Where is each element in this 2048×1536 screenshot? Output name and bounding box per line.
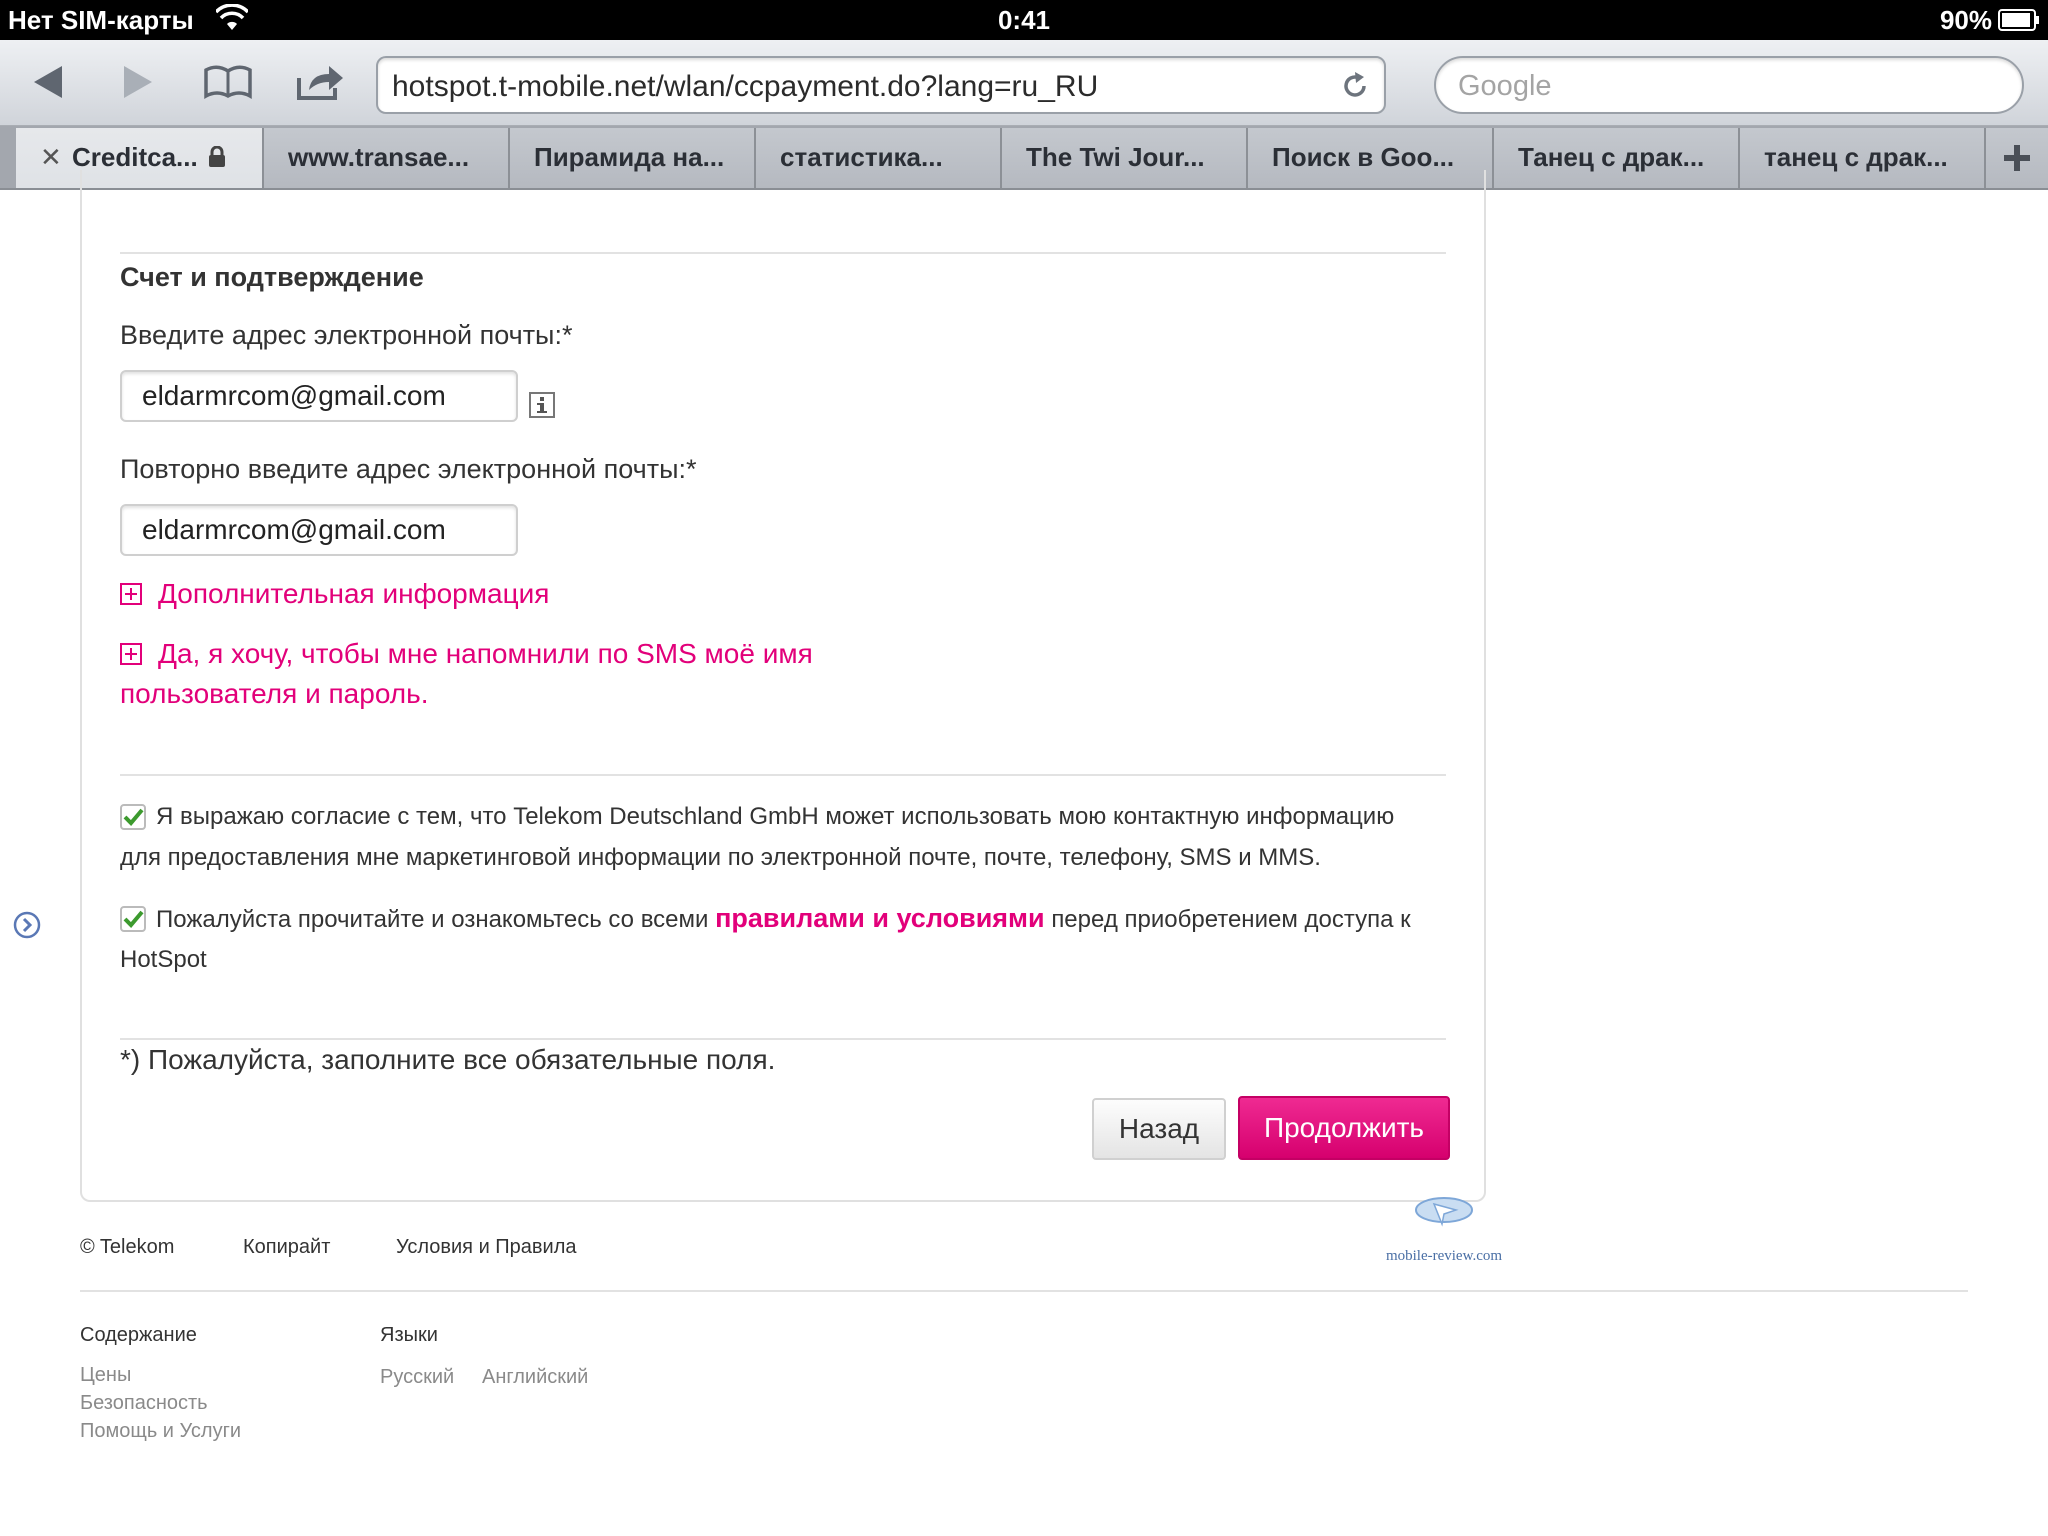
footer-contents-heading: Содержание bbox=[80, 1324, 197, 1346]
expand-plus-icon bbox=[120, 643, 142, 665]
footer-item-security[interactable]: Безопасность bbox=[80, 1392, 208, 1414]
terms-link[interactable]: правилами и условиями bbox=[715, 903, 1045, 933]
plus-icon bbox=[2002, 143, 2032, 173]
footer-item-help[interactable]: Помощь и Услуги bbox=[80, 1420, 242, 1442]
divider bbox=[120, 774, 1446, 776]
back-button-form[interactable]: Назад bbox=[1092, 1098, 1226, 1160]
tab-dragon-dance-1[interactable] bbox=[1494, 128, 1740, 188]
watermark-text: mobile-review.com bbox=[1385, 1248, 1503, 1264]
battery-icon bbox=[1998, 9, 2040, 31]
url-text: hotspot.t-mobile.net/wlan/ccpayment.do?lang=ru_RU bbox=[392, 70, 1099, 103]
continue-button[interactable]: Продолжить bbox=[1238, 1096, 1450, 1160]
watermark-icon bbox=[1384, 1190, 1504, 1250]
back-arrow-icon bbox=[28, 62, 68, 102]
share-button[interactable] bbox=[290, 56, 350, 108]
clock: 0:41 bbox=[997, 5, 1051, 35]
consent-text-line2: для предоставления мне маркетинговой информации по электронной почте, почте, телефону, SMS и MMS. bbox=[120, 844, 1321, 871]
language-russian[interactable]: Русский bbox=[380, 1366, 455, 1388]
sms-reminder-link-line1: Да, я хочу, чтобы мне напомнили по SMS моё имя bbox=[158, 638, 813, 669]
footer-copyright[interactable]: © Telekom bbox=[80, 1236, 175, 1258]
sms-reminder-toggle[interactable] bbox=[120, 634, 880, 674]
reload-icon[interactable] bbox=[1340, 71, 1370, 101]
info-icon[interactable] bbox=[529, 392, 555, 418]
bookmarks-button[interactable] bbox=[198, 56, 258, 108]
footer-item-prices[interactable]: Цены bbox=[80, 1364, 132, 1386]
additional-info-toggle[interactable] bbox=[120, 574, 549, 614]
email-field[interactable] bbox=[120, 370, 518, 422]
tab-label: статистика... bbox=[780, 142, 943, 172]
forward-button[interactable] bbox=[108, 56, 168, 108]
tab-label: The Twi Jour... bbox=[1026, 142, 1205, 172]
terms-checkbox[interactable] bbox=[120, 906, 146, 932]
terms-text-after: перед приобретением доступа к bbox=[1051, 906, 1411, 933]
terms-text-line1 bbox=[156, 898, 1411, 940]
email-repeat-field[interactable] bbox=[120, 504, 518, 556]
url-field[interactable] bbox=[376, 56, 1386, 114]
watermark-logo bbox=[1384, 1190, 1504, 1270]
share-icon bbox=[295, 62, 345, 102]
terms-text-line2: HotSpot bbox=[120, 946, 207, 973]
expand-plus-icon bbox=[120, 583, 142, 605]
footer-link-copyright[interactable]: Копирайт bbox=[243, 1236, 331, 1258]
footer-link-terms[interactable]: Условия и Правила bbox=[396, 1236, 577, 1258]
tab-label: Поиск в Goo... bbox=[1272, 142, 1455, 172]
terms-text-before: Пожалуйста прочитайте и ознакомьтесь со всеми bbox=[156, 906, 709, 933]
footer-divider bbox=[80, 1290, 1968, 1292]
divider bbox=[120, 252, 1446, 254]
search-field[interactable] bbox=[1434, 56, 2024, 114]
lock-icon bbox=[208, 146, 226, 168]
page-content bbox=[0, 190, 2048, 1536]
book-icon bbox=[203, 62, 253, 102]
footer-languages-heading: Языки bbox=[380, 1324, 438, 1346]
email-repeat-label: Повторно введите адрес электронной почты:* bbox=[120, 454, 697, 484]
new-tab-button[interactable] bbox=[1986, 128, 2048, 188]
tab-dragon-dance-2[interactable] bbox=[1740, 128, 1986, 188]
section-title: Счет и подтверждение bbox=[120, 262, 424, 292]
tab-label: Creditca... bbox=[72, 142, 198, 172]
tab-label: танец с драк... bbox=[1764, 142, 1948, 172]
consent-text-line1: Я выражаю согласие с тем, что Telekom Deutschland GmbH может использовать мою контактную информацию bbox=[156, 803, 1395, 830]
close-tab-icon[interactable]: ✕ bbox=[40, 142, 62, 172]
language-english[interactable]: Английский bbox=[482, 1366, 589, 1388]
forward-arrow-icon bbox=[118, 62, 158, 102]
email-label: Введите адрес электронной почты:* bbox=[120, 320, 573, 350]
sms-reminder-continuation[interactable] bbox=[120, 674, 428, 714]
browser-toolbar bbox=[0, 40, 2048, 126]
required-fields-note: *) Пожалуйста, заполните все обязательные поля. bbox=[120, 1044, 776, 1075]
status-bar bbox=[0, 0, 2048, 40]
additional-info-link: Дополнительная информация bbox=[158, 578, 550, 609]
tab-label: www.transae... bbox=[288, 142, 470, 172]
consent-checkbox[interactable] bbox=[120, 804, 146, 830]
tab-label: Танец с драк... bbox=[1518, 142, 1705, 172]
divider bbox=[120, 1038, 1446, 1040]
sms-reminder-link-line2: пользователя и пароль. bbox=[120, 678, 429, 709]
tab-label: Пирамида на... bbox=[534, 142, 725, 172]
back-button[interactable] bbox=[18, 56, 78, 108]
search-input[interactable] bbox=[1458, 68, 1998, 104]
expand-side-icon[interactable] bbox=[12, 910, 42, 940]
carrier-label: Нет SIM-карты bbox=[8, 5, 194, 35]
battery-percent: 90% bbox=[1939, 5, 1992, 35]
